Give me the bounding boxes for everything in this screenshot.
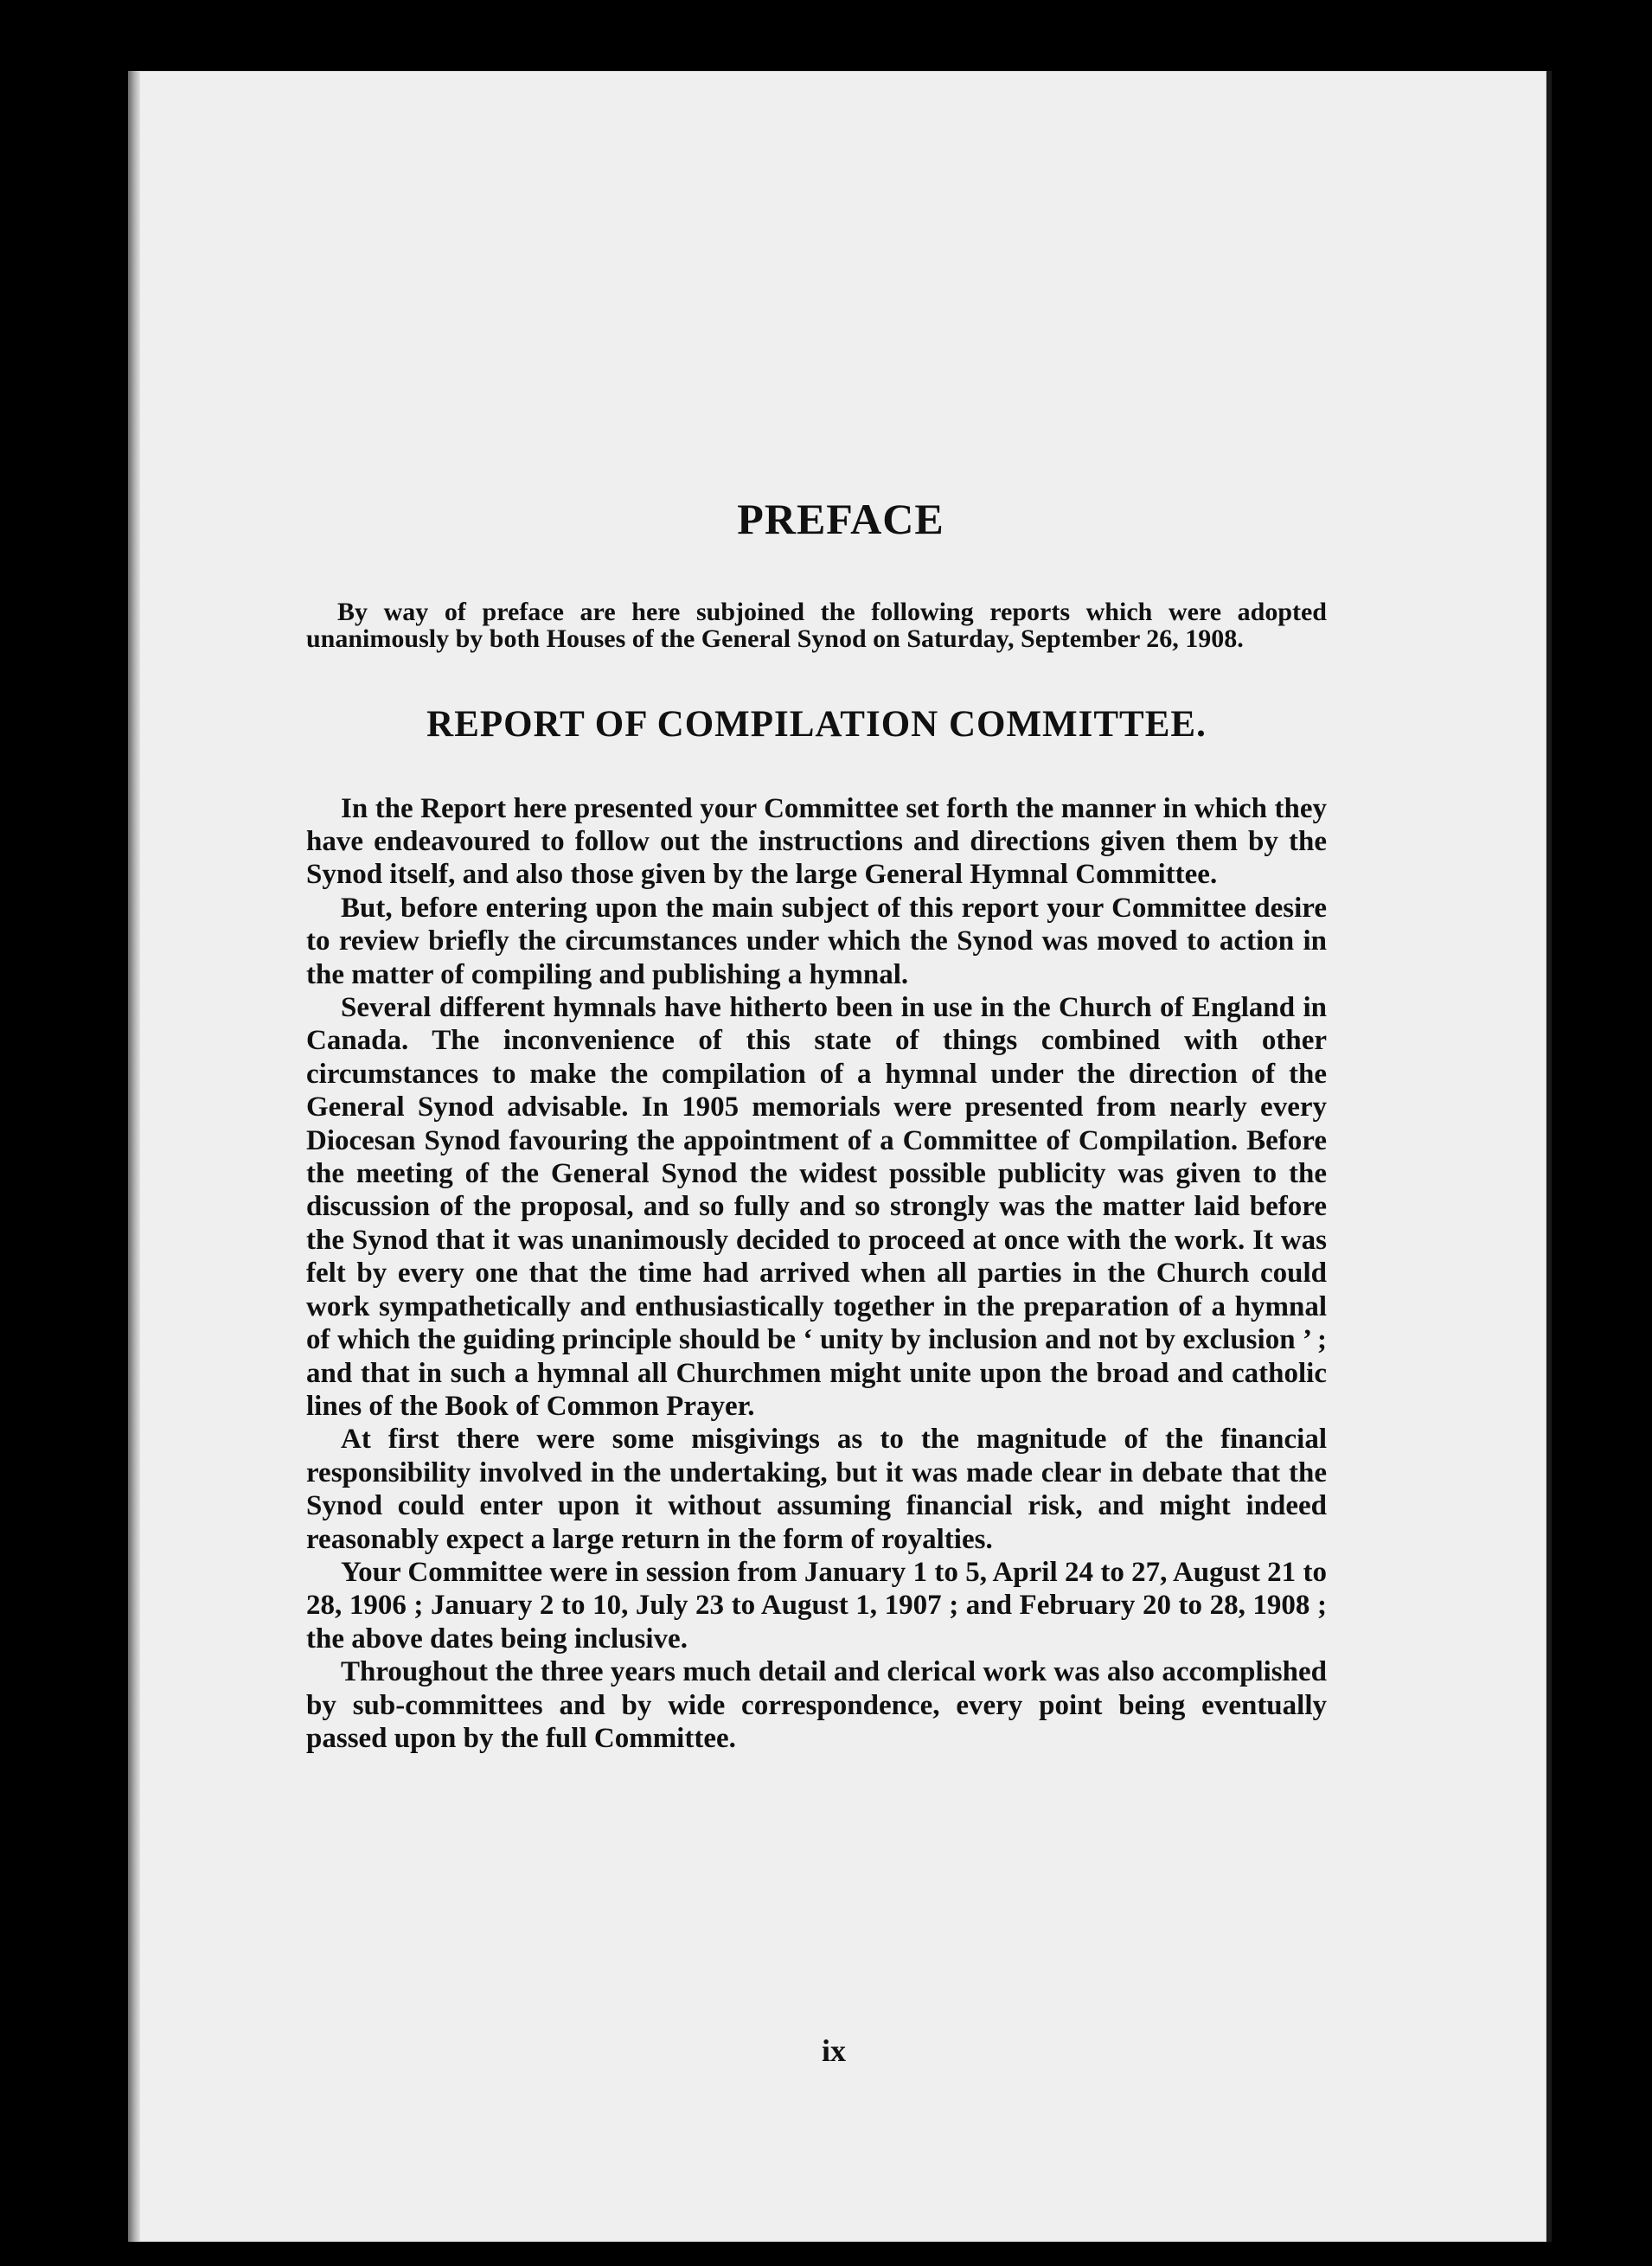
book-gutter <box>128 71 140 2242</box>
report-paragraph: In the Report here presented your Committee set forth the manner in which they have endeavoured to follow out the instructions and directions given them by the Synod itself, and also those given by the large General Hymnal Committee. <box>306 792 1327 891</box>
preface-intro: By way of preface are here subjoined the following reports which were adopted unanimously by both Houses of the General Synod on Saturday, September 26, 1908. <box>306 598 1327 653</box>
report-paragraph: But, before entering upon the main subject of this report your Committee desire to review briefly the circumstances under which the Synod was moved to action in the matter of compiling and publishing a hymnal. <box>306 892 1327 990</box>
page-content <box>306 493 1327 2068</box>
page-number: ix <box>821 2033 846 2068</box>
report-paragraph: At first there were some misgivings as to the magnitude of the financial responsibility involved in the undertaking, but it was made clear in debate that the Synod could enter upon it without assuming financial risk, and might indeed reasonably expect a large return in the form of royalties. <box>306 1424 1327 1555</box>
report-paragraph: Several different hymnals have hitherto been in use in the Church of England in Canada. The inconvenience of this state of things combined with other circumstances to make the compilation of a hymnal under the direction of the General Synod advisable. In 1905 memorials were presented from nearly every Diocesan Synod favouring the appointment of a Committee of Compilation. Before the meeting of the General Synod the widest possible publicity was given to the discussion of the proposal, and so fully and so strongly was the matter laid before the Synod that it was unanimously decided to proceed at once with the work. It was felt by every one that the time had arrived when all parties in the Church could work sympathetically and enthusiastically together in the preparation of a hymnal of which the guiding principle should be ‘ unity by inclusion and not by exclusion ’ ; and that in such a hymnal all Churchmen might unite upon the broad and catholic lines of the Book of Common Prayer. <box>306 992 1327 1422</box>
page-title: PREFACE <box>737 495 944 543</box>
report-paragraph: Throughout the three years much detail and clerical work was also accomplished by sub-committees and by wide correspondence, every point being eventually passed upon by the full Committee. <box>306 1656 1327 1754</box>
report-paragraph: Your Committee were in session from January 1 to 5, April 24 to 27, August 21 to 28, 1906 ; January 2 to 10, July 23 to August 1, 1907 ; and February 20 to 28, 1908 ; the above dates being inclusive. <box>306 1556 1327 1655</box>
section-heading: REPORT OF COMPILATION COMMITTEE. <box>426 704 1207 745</box>
report-body <box>306 792 1327 1756</box>
page-edge <box>1546 71 1552 2242</box>
